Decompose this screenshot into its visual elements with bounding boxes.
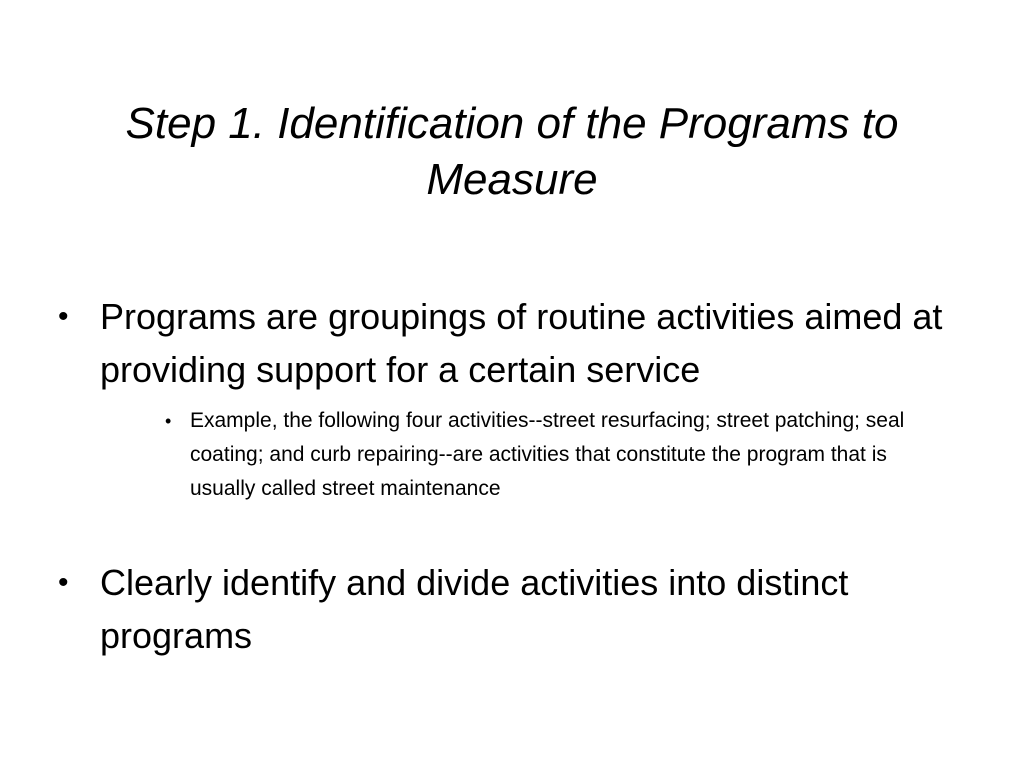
bullet-glyph: •: [58, 300, 69, 333]
slide-body: [58, 290, 948, 662]
bullet-glyph: •: [58, 566, 69, 599]
bullet-divide-activities: [58, 556, 948, 662]
bullet-programs-definition: [58, 290, 948, 396]
sub-bullet-example: [58, 404, 948, 506]
sub-bullet-glyph: •: [165, 411, 172, 431]
sub-bullet-text: Example, the following four activities--street resurfacing; street patching; seal coating; and curb repairing--are activities that constitute the program that is usually called street maintenance: [190, 409, 905, 500]
bullet-text: Programs are groupings of routine activities aimed at providing support for a certain service: [100, 296, 943, 390]
slide-title: Step 1. Identification of the Programs to Measure: [125, 99, 899, 204]
bullet-text: Clearly identify and divide activities into distinct programs: [100, 562, 849, 656]
